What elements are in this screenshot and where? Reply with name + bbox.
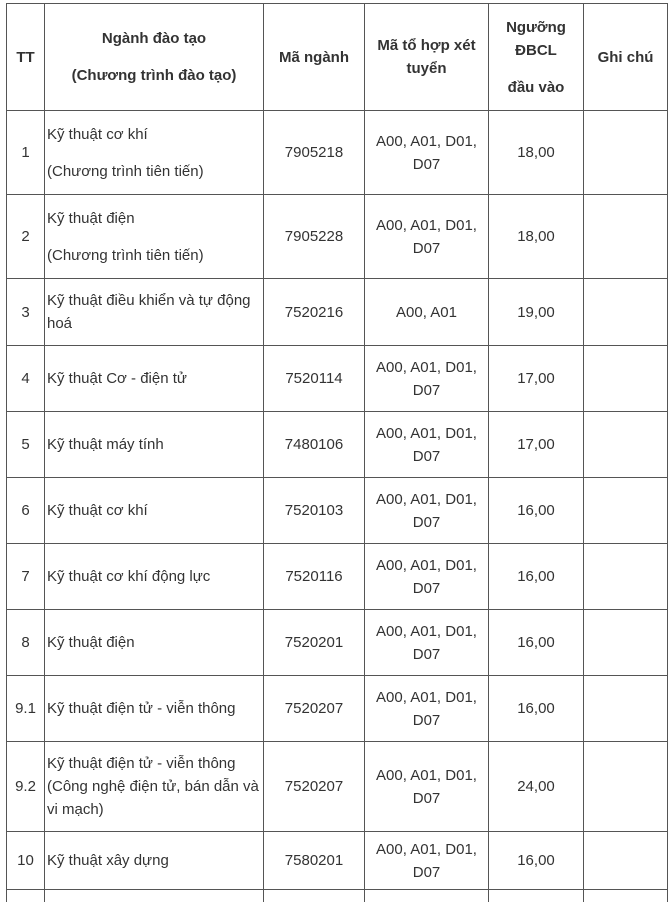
header-major-code: Mã ngành xyxy=(264,4,365,111)
row-tt: 10 xyxy=(7,832,45,890)
header-combo: Mã tổ hợp xét tuyển xyxy=(365,4,489,111)
row-tt: 9.2 xyxy=(7,742,45,832)
row-major: Kỹ thuật điện xyxy=(45,610,264,676)
row-note xyxy=(584,346,668,412)
table-row xyxy=(7,195,668,279)
row-score: 18,00 xyxy=(489,195,584,279)
row-code: 7520116 xyxy=(264,544,365,610)
header-note: Ghi chú xyxy=(584,4,668,111)
row-combo: A00, A01, D01, D07 xyxy=(365,544,489,610)
row-tt: 2 xyxy=(7,195,45,279)
row-score: 16,00 xyxy=(489,478,584,544)
row-note xyxy=(584,478,668,544)
row-program: (Công nghệ điện tử, bán dẫn và vi mạch) xyxy=(47,778,259,818)
row-major: Kỹ thuật điện tử - viễn thông xyxy=(45,676,264,742)
header-threshold-line2: ĐBCL xyxy=(515,41,557,59)
row-code: 7520207 xyxy=(264,742,365,832)
row-note xyxy=(584,544,668,610)
table-row xyxy=(7,111,668,195)
row-combo: A00, A01, D01, D07 xyxy=(365,412,489,478)
row-major xyxy=(45,742,264,832)
row-tt: 1 xyxy=(7,111,45,195)
row-note xyxy=(584,412,668,478)
table-row xyxy=(7,412,668,478)
row-major-name: Kỹ thuật điện tử - viễn thông xyxy=(47,755,236,772)
row-score: 17,00 xyxy=(489,346,584,412)
table-row xyxy=(7,279,668,346)
row-major: Kỹ thuật cơ khí động lực xyxy=(45,544,264,610)
row-note xyxy=(584,111,668,195)
row-code: 7520201 xyxy=(264,610,365,676)
row-tt: 7 xyxy=(7,544,45,610)
table-row xyxy=(7,544,668,610)
row-major: Kỹ thuật điều khiển và tự động hoá xyxy=(45,279,264,346)
row-combo: A00, A01, D01, D07 xyxy=(365,195,489,279)
row-program: (Chương trình tiên tiến) xyxy=(47,246,204,264)
row-combo: A00, A01 xyxy=(365,279,489,346)
row-combo: A00, A01, D01, D07 xyxy=(365,478,489,544)
row-code: 7520114 xyxy=(264,346,365,412)
table-header-row xyxy=(7,4,668,111)
header-major-line1: Ngành đào tạo xyxy=(101,30,207,47)
row-major xyxy=(45,111,264,195)
row-code: 7480106 xyxy=(264,412,365,478)
row-code: 7520216 xyxy=(264,279,365,346)
row-tt: 3 xyxy=(7,279,45,346)
row-score: 16,00 xyxy=(489,544,584,610)
header-threshold-line3: đầu vào xyxy=(507,78,565,96)
row-note xyxy=(584,195,668,279)
row-score: 16,00 xyxy=(489,610,584,676)
row-tt: 9.1 xyxy=(7,676,45,742)
row-tt: 8 xyxy=(7,610,45,676)
table-row xyxy=(7,742,668,832)
row-major: Kỹ thuật xây dựng xyxy=(45,832,264,890)
table-row xyxy=(7,346,668,412)
table-row xyxy=(7,610,668,676)
row-combo: A00, A01, D01, D07 xyxy=(365,346,489,412)
row-tt: 5 xyxy=(7,412,45,478)
row-combo: A00, A01, D01, D07 xyxy=(365,111,489,195)
header-threshold-line1: Ngưỡng xyxy=(506,18,566,36)
row-score: 24,00 xyxy=(489,742,584,832)
admission-table xyxy=(6,3,668,902)
row-major-name: Kỹ thuật cơ khí xyxy=(47,125,148,143)
row-note xyxy=(584,610,668,676)
row-tt: 4 xyxy=(7,346,45,412)
header-major-line2: (Chương trình đào tạo) xyxy=(71,67,237,84)
row-score: 18,00 xyxy=(489,111,584,195)
row-combo: A00, A01, D01, D07 xyxy=(365,832,489,890)
row-combo: A00, A01, D01, D07 xyxy=(365,676,489,742)
row-major-name: Kỹ thuật điện xyxy=(47,209,135,227)
header-major xyxy=(45,4,264,111)
row-note xyxy=(584,676,668,742)
row-code: 7905218 xyxy=(264,111,365,195)
table-row xyxy=(7,676,668,742)
row-code: 7580201 xyxy=(264,832,365,890)
row-score: 16,00 xyxy=(489,676,584,742)
row-note xyxy=(584,742,668,832)
row-major xyxy=(45,195,264,279)
header-threshold xyxy=(489,4,584,111)
row-major: Kỹ thuật máy tính xyxy=(45,412,264,478)
table-row-partial xyxy=(7,890,668,903)
header-tt: TT xyxy=(7,4,45,111)
row-tt: 6 xyxy=(7,478,45,544)
table-row xyxy=(7,832,668,890)
row-program: (Chương trình tiên tiến) xyxy=(47,162,204,180)
row-combo: A00, A01, D01, D07 xyxy=(365,742,489,832)
row-code: 7520103 xyxy=(264,478,365,544)
row-note xyxy=(584,279,668,346)
row-score: 16,00 xyxy=(489,832,584,890)
row-code: 7905228 xyxy=(264,195,365,279)
row-major: Kỹ thuật cơ khí xyxy=(45,478,264,544)
row-score: 19,00 xyxy=(489,279,584,346)
row-note xyxy=(584,832,668,890)
row-combo: A00, A01, D01, D07 xyxy=(365,610,489,676)
row-score: 17,00 xyxy=(489,412,584,478)
table-row xyxy=(7,478,668,544)
row-major: Kỹ thuật Cơ - điện tử xyxy=(45,346,264,412)
row-code: 7520207 xyxy=(264,676,365,742)
